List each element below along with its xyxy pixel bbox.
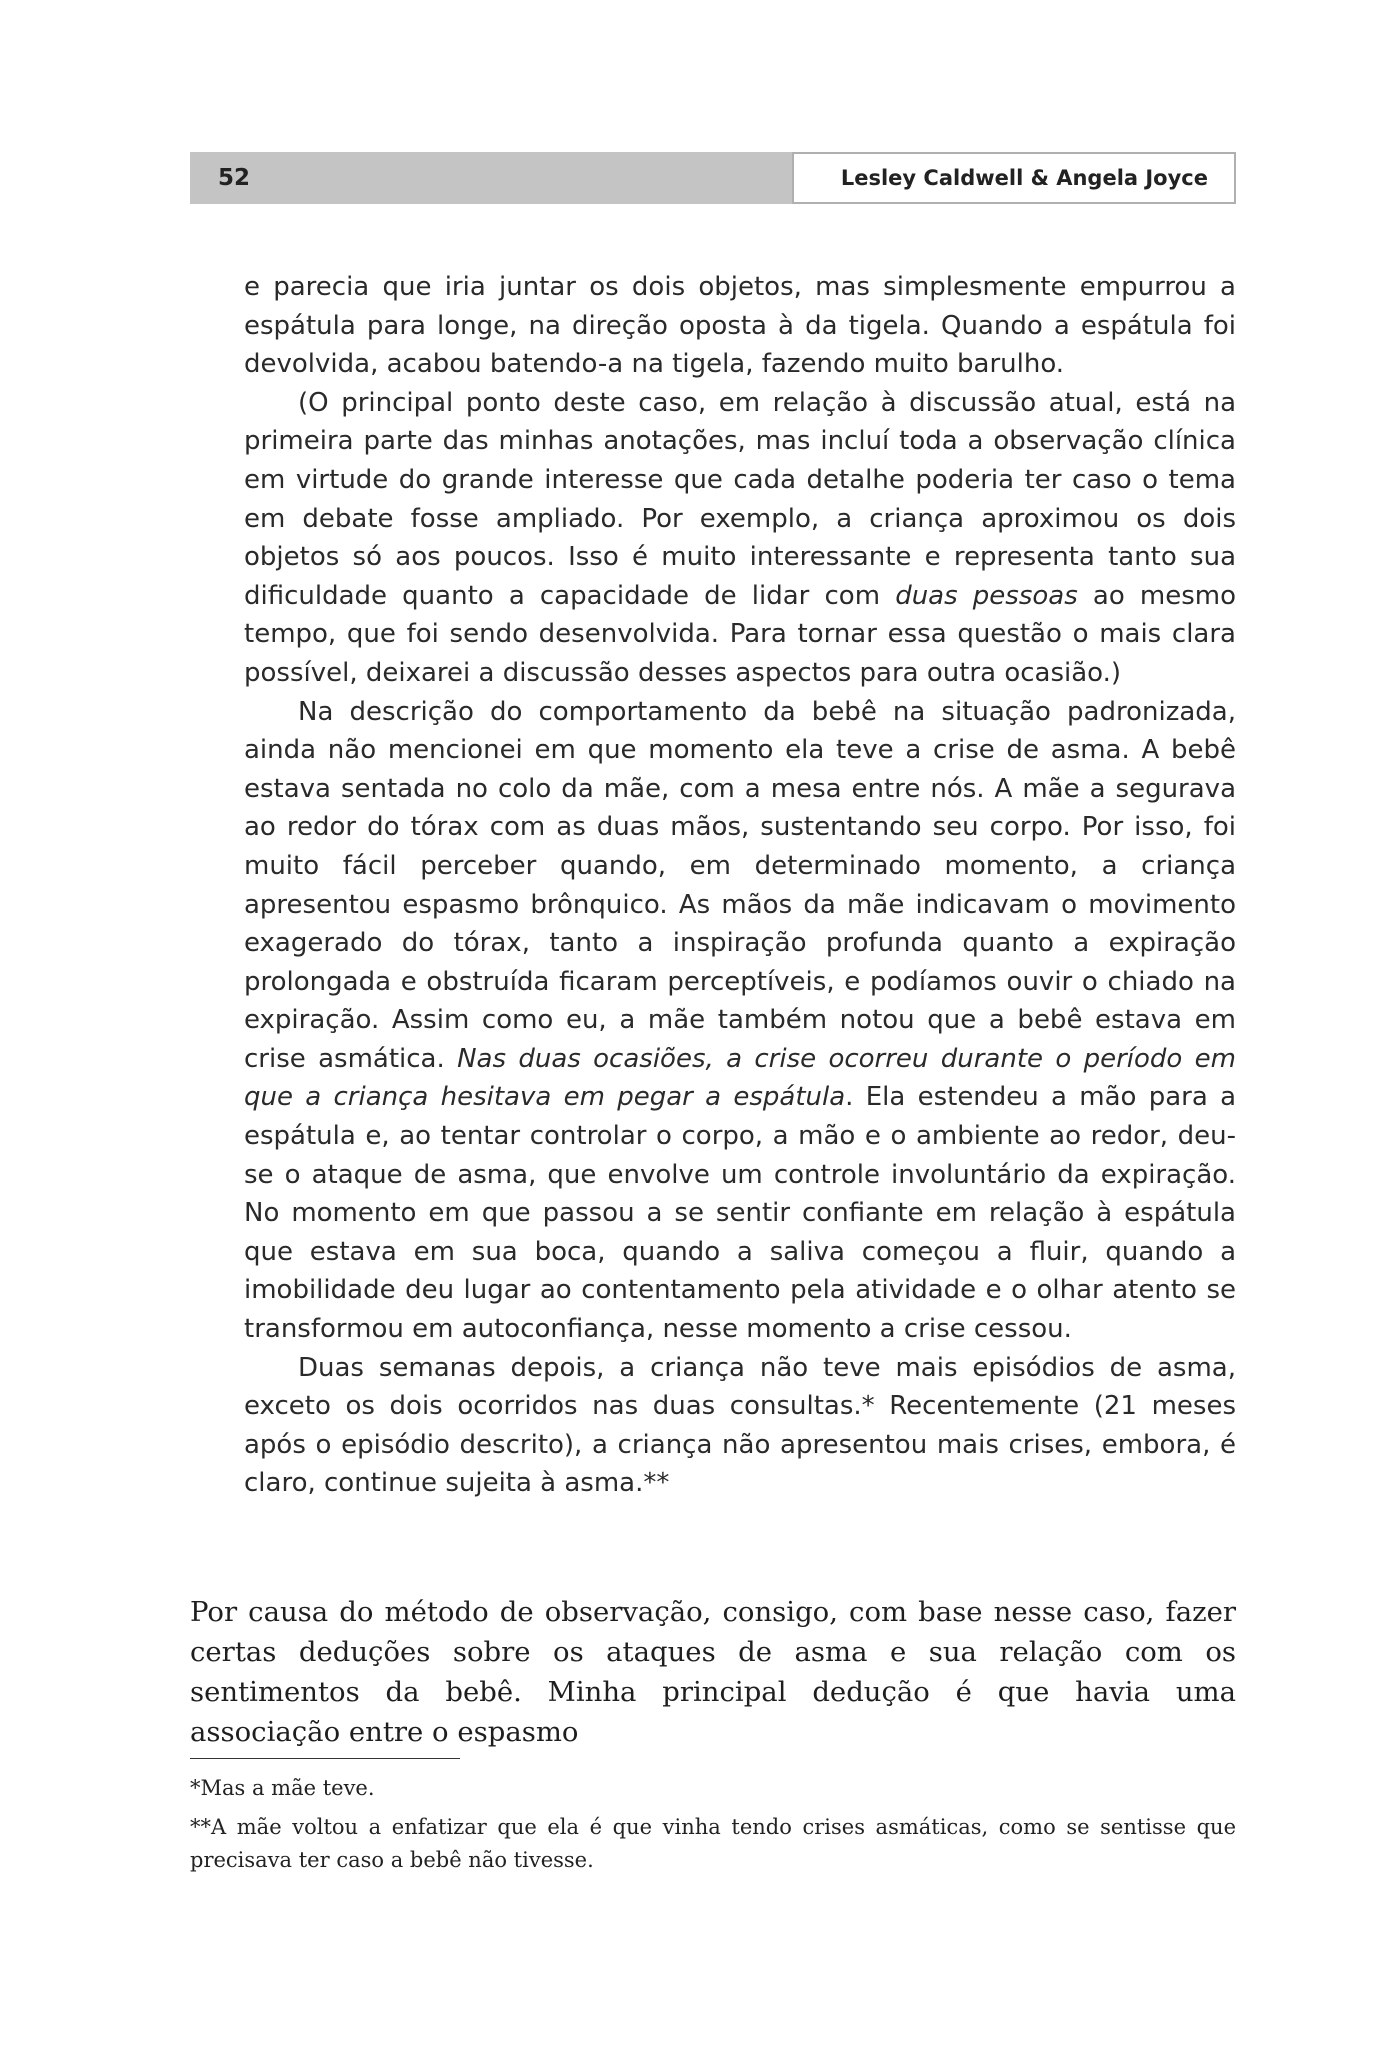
- footnote-rule: [190, 1758, 460, 1759]
- page-number: 52: [218, 165, 251, 191]
- footnote-1: *Mas a mãe teve.: [190, 1776, 375, 1800]
- quote-paragraph-2: [244, 384, 1236, 693]
- body-paragraph: Por causa do método de observação, consigo, com base nesse caso, fazer certas deduções sobre os ataques de asma e sua relação com os sentimentos da bebê. Minha principal dedução é que havia uma associação entre o espasmo: [190, 1596, 1236, 1748]
- block-quote: [244, 268, 1236, 1503]
- quote-paragraph-1: e parecia que iria juntar os dois objetos, mas simplesmente empurrou a espátula para longe, na direção oposta à da tigela. Quando a espátula foi devolvida, acabou batendo-a na tigela, fazendo muito barulho.: [244, 272, 1236, 380]
- quote-p3-text-b: . Ela estendeu a mão para a espátula e, ao tentar controlar o corpo, a mão e o ambiente ao redor, deu-se o ataque de asma, que envolve um controle involuntário da expiração. No momento em que passou a se sentir confiante em relação à espátula que estava em sua boca, quando a saliva começou a fluir, quando a imobilidade deu lugar ao contentamento pela atividade e o olhar atento se transformou em autoconfiança, nesse momento a crise cessou.: [244, 1082, 1237, 1345]
- quote-p2-emphasis: duas pessoas: [895, 580, 1078, 611]
- footnotes: [190, 1772, 1236, 1883]
- quote-paragraph-4: Duas semanas depois, a criança não teve mais episódios de asma, exceto os dois ocorridos nas duas consultas.* Recentemente (21 meses após o episódio descrito), a criança não apresentou mais crises, embora, é claro, continue sujeita à asma.**: [244, 1352, 1236, 1499]
- quote-p3-emphasis: Nas duas ocasiões, a crise ocorreu durante o período em que a criança hesitava em pegar a espátula: [244, 1043, 1236, 1113]
- quote-p3-text-a: Na descrição do comportamento da bebê na situação padronizada, ainda não mencionei em que momento ela teve a crise de asma. A bebê estava sentada no colo da mãe, com a mesa entre nós. A mãe a segurava ao redor do tórax com as duas mãos, sustentando seu corpo. Por isso, foi muito fácil perceber quando, em determinado momento, a criança apresentou espasmo brônquico. As mãos da mãe indicavam o movimento exagerado do tórax, tanto a inspiração profunda quanto a expiração prolongada e obstruída ficaram perceptíveis, e podíamos ouvir o chiado na expiração. Assim como eu, a mãe também notou que a bebê estava em crise asmática.: [244, 696, 1236, 1074]
- quote-p2-text-b: ao mesmo tempo, que foi sendo desenvolvida. Para tornar essa questão o mais clara possível, deixarei a discussão desses aspectos para outra ocasião.): [244, 580, 1237, 688]
- page-number-box: [190, 152, 792, 204]
- quote-paragraph-3: [244, 693, 1236, 1349]
- running-title-box: [792, 152, 1236, 204]
- quote-p2-text-a: (O principal ponto deste caso, em relação à discussão atual, está na primeira parte das minhas anotações, mas incluí toda a observação clínica em virtude do grande interesse que cada detalhe poderia ter caso o tema em debate fosse ampliado. Por exemplo, a criança aproximou os dois objetos só aos poucos. Isso é muito interessante e representa tanto sua dificuldade quanto a capacidade de lidar com: [244, 387, 1236, 611]
- footnote-2: **A mãe voltou a enfatizar que ela é que vinha tendo crises asmáticas, como se sentisse que precisava ter caso a bebê não tivesse.: [190, 1815, 1236, 1872]
- running-header: [190, 152, 1236, 204]
- running-title: Lesley Caldwell & Angela Joyce: [840, 166, 1208, 190]
